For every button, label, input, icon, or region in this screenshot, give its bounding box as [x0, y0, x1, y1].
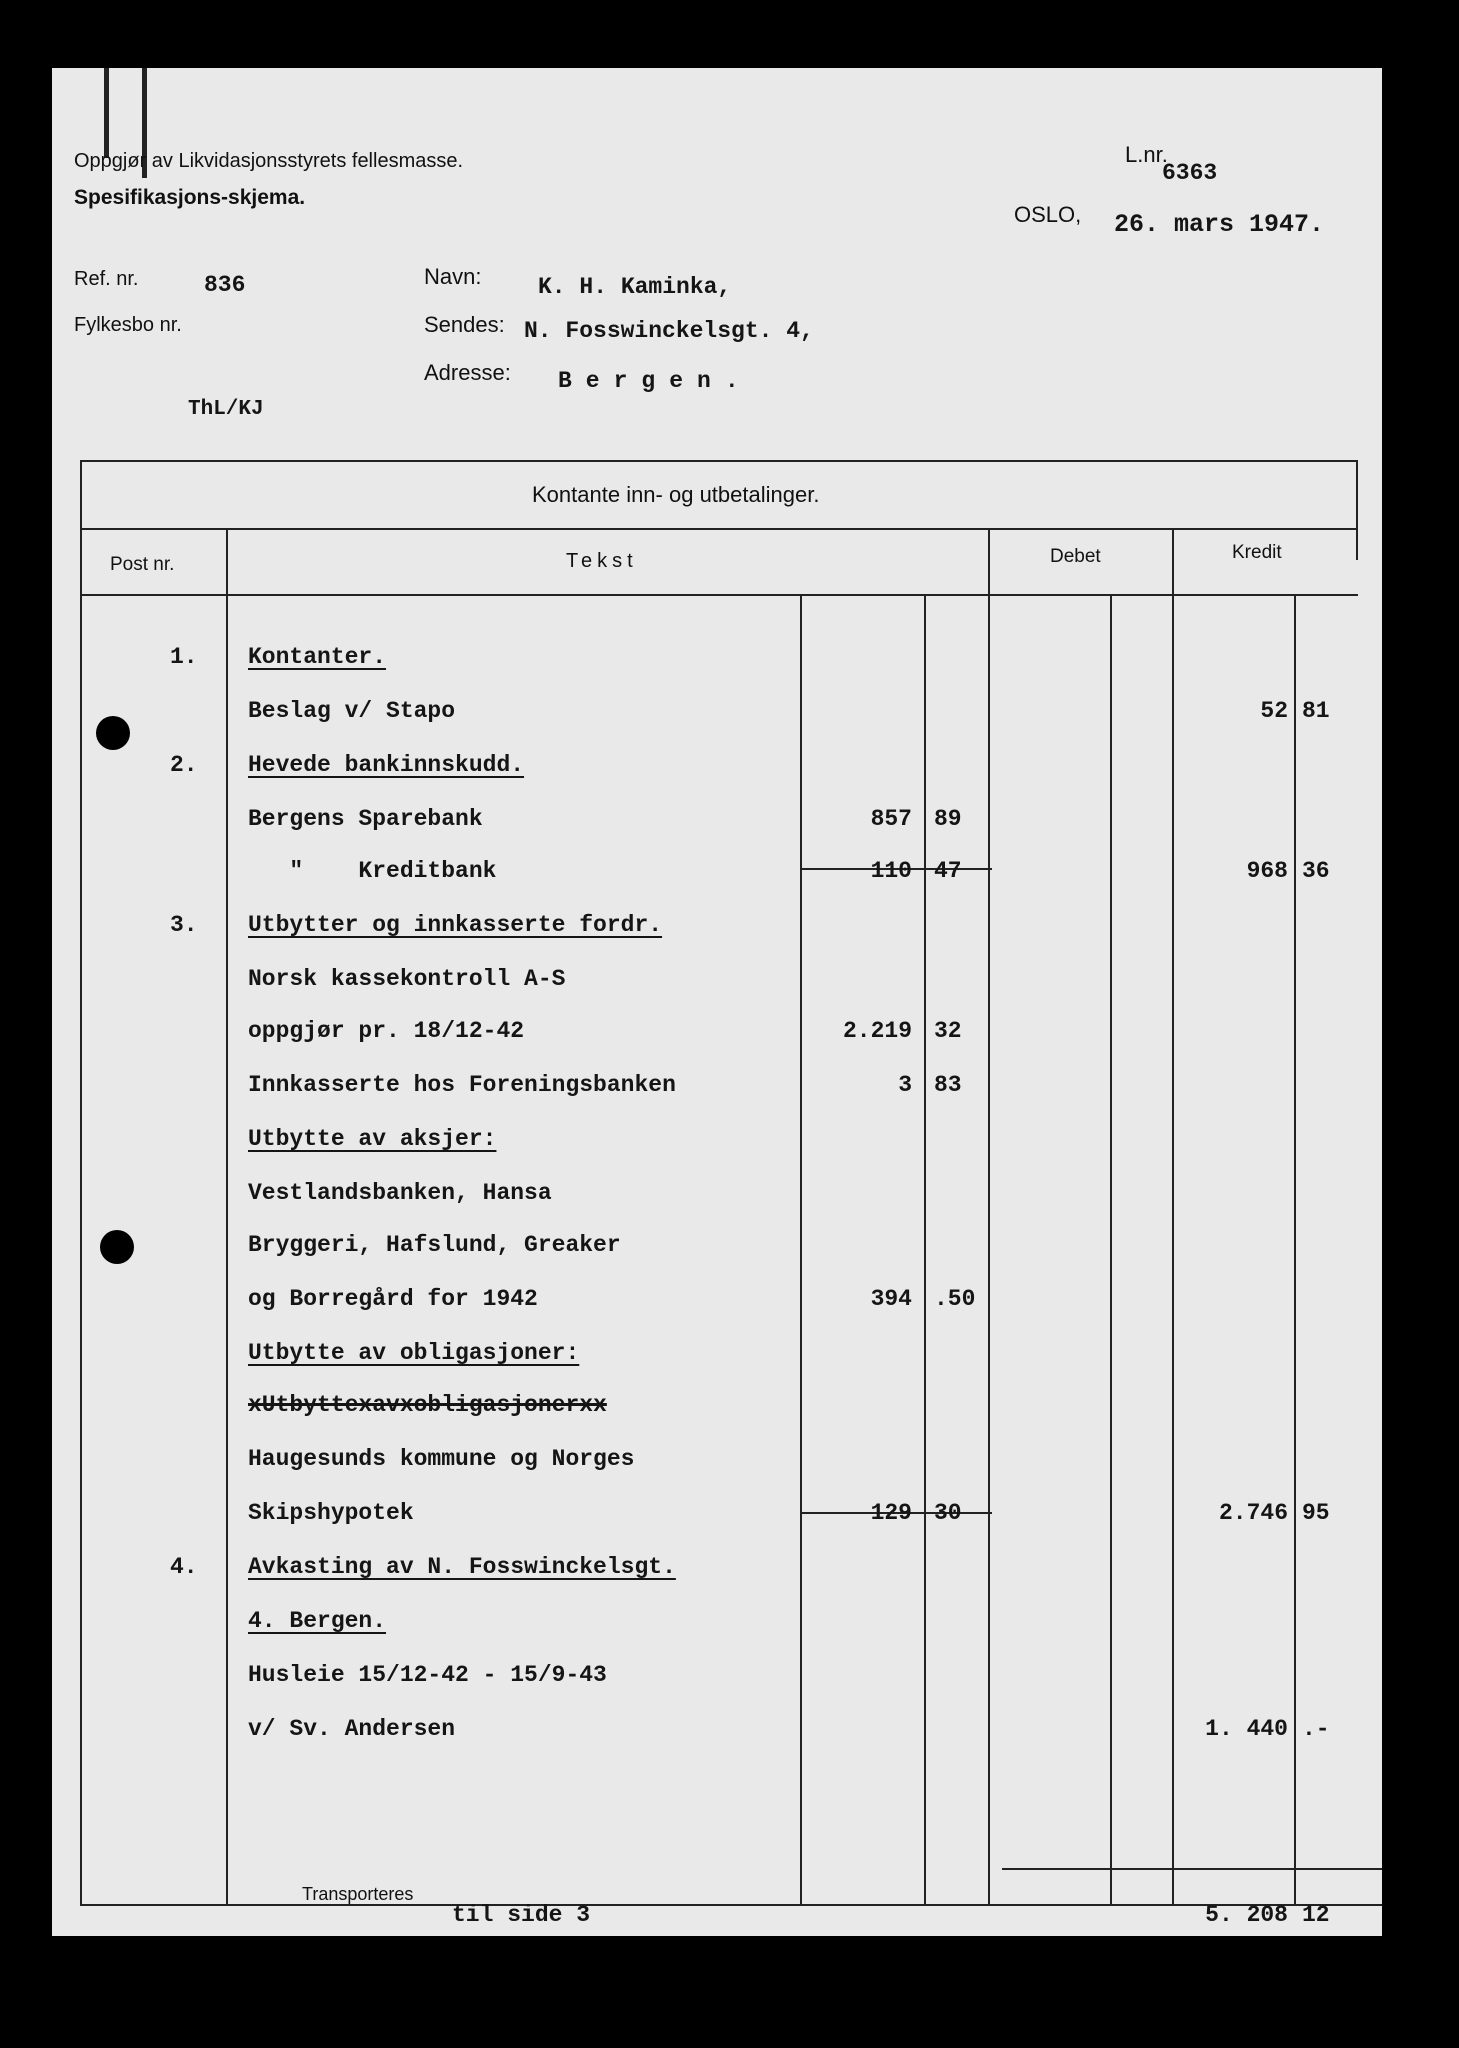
footer-total-int: 5. 208: [1205, 1902, 1288, 1928]
row-text: Bergens Sparebank: [248, 806, 483, 832]
ref-value: 836: [204, 272, 246, 298]
row-sub-amount: 110: [870, 858, 912, 884]
row-text: Avkasting av N. Fosswinckelsgt.: [248, 1554, 676, 1580]
col-line-debet: [988, 528, 990, 1904]
row-sub-decimal: 89: [934, 806, 962, 832]
document-sheet: [52, 68, 1382, 1936]
row-text: Norsk kassekontroll A-S: [248, 966, 566, 992]
date: 26. mars 1947.: [1114, 210, 1325, 239]
lnr-label: L.nr.: [1125, 142, 1168, 167]
title-divider: [80, 528, 1358, 530]
row-kredit-amount: 52: [1260, 698, 1288, 724]
staple-mark: [104, 68, 109, 158]
row-text: oppgjør pr. 18/12-42: [248, 1018, 525, 1044]
row-sub-decimal: .50: [934, 1286, 976, 1312]
col-header-post: Post nr.: [110, 554, 175, 575]
row-kredit-amount: 968: [1246, 858, 1288, 884]
row-text: Vestlandsbanken, Hansa: [248, 1180, 552, 1206]
row-post-number: 3.: [170, 912, 198, 938]
punch-hole-top: [96, 716, 130, 750]
row-text: Haugesunds kommune og Norges: [248, 1446, 635, 1472]
col-line-debet-dec: [1110, 594, 1112, 1904]
lnr-value: 6363: [1162, 160, 1218, 186]
row-kredit-amount: 2.746: [1218, 1500, 1288, 1526]
row-text: Husleie 15/12-42 - 15/9-43: [248, 1662, 607, 1688]
row-post-number: 4.: [170, 1554, 198, 1580]
sendes-value: N. Fosswinckelsgt. 4,: [524, 318, 814, 344]
fylkesbo-label: Fylkesbo nr.: [74, 314, 182, 336]
table-title: Kontante inn- og utbetalinger.: [532, 482, 820, 507]
header-divider: [80, 594, 1358, 596]
row-sub-amount: 394: [870, 1286, 912, 1312]
row-text: Utbytter og innkasserte fordr.: [248, 912, 663, 938]
row-text: Kontanter.: [248, 644, 387, 670]
row-text: " Kreditbank: [248, 858, 497, 884]
row-text: 4. Bergen.: [248, 1608, 387, 1634]
col-header-debet: Debet: [1050, 546, 1101, 567]
col-line-post: [226, 528, 228, 1904]
row-sub-amount: 2.219: [842, 1018, 912, 1044]
adresse-value: Bergen.: [558, 368, 753, 394]
footer-label: Transporteres: [302, 1884, 414, 1904]
row-kredit-decimal: 81: [1302, 698, 1330, 724]
row-text: Skipshypotek: [248, 1500, 414, 1526]
punch-hole-bottom: [100, 1230, 134, 1264]
row-text: og Borregård for 1942: [248, 1286, 538, 1312]
row-text: Utbytte av obligasjoner:: [248, 1340, 580, 1366]
row-sub-amount: 129: [870, 1500, 912, 1526]
col-header-kredit: Kredit: [1232, 542, 1282, 563]
row-kredit-amount: 1. 440: [1205, 1716, 1288, 1742]
col-header-tekst: Tekst: [566, 550, 638, 572]
table-border-left: [80, 460, 82, 1906]
row-post-number: 1.: [170, 644, 198, 670]
table-border-top: [80, 460, 1358, 462]
row-text: Bryggeri, Hafslund, Greaker: [248, 1232, 621, 1258]
table-border-right: [1356, 460, 1358, 560]
ref-label: Ref. nr.: [74, 268, 139, 290]
row-text: Innkasserte hos Foreningsbanken: [248, 1072, 676, 1098]
navn-value: K. H. Kaminka,: [538, 274, 732, 300]
row-text: Hevede bankinnskudd.: [248, 752, 525, 778]
row-sub-decimal: 47: [934, 858, 962, 884]
navn-label: Navn:: [424, 264, 482, 289]
row-text: xUtbyttexavxobligasjonerxx: [248, 1392, 607, 1418]
footer-total-dec: 12: [1302, 1902, 1330, 1928]
form-title: Spesifikasjons-skjema.: [74, 186, 306, 209]
org-line: Oppgjør av Likvidasjonsstyrets fellesmasse.: [74, 150, 464, 172]
city: OSLO,: [1014, 202, 1082, 227]
row-kredit-decimal: .-: [1302, 1716, 1330, 1742]
col-line-sub-int: [800, 594, 802, 1904]
footer-text: til side 3: [452, 1902, 591, 1928]
col-line-kredit: [1172, 528, 1174, 1904]
row-sub-decimal: 83: [934, 1072, 962, 1098]
row-kredit-decimal: 36: [1302, 858, 1330, 884]
row-sub-amount: 3: [898, 1072, 912, 1098]
footer-divider: [1002, 1868, 1382, 1870]
adresse-label: Adresse:: [424, 360, 511, 385]
row-text: Utbytte av aksjer:: [248, 1126, 497, 1152]
row-sub-amount: 857: [870, 806, 912, 832]
row-post-number: 2.: [170, 752, 198, 778]
row-sub-decimal: 32: [934, 1018, 962, 1044]
col-line-kredit-dec: [1294, 594, 1296, 1904]
row-sub-decimal: 30: [934, 1500, 962, 1526]
initials: ThL/KJ: [188, 398, 264, 421]
sendes-label: Sendes:: [424, 312, 505, 337]
col-line-sub-dec: [924, 594, 926, 1904]
row-text: Beslag v/ Stapo: [248, 698, 456, 724]
row-text: v/ Sv. Andersen: [248, 1716, 456, 1742]
row-kredit-decimal: 95: [1302, 1500, 1330, 1526]
